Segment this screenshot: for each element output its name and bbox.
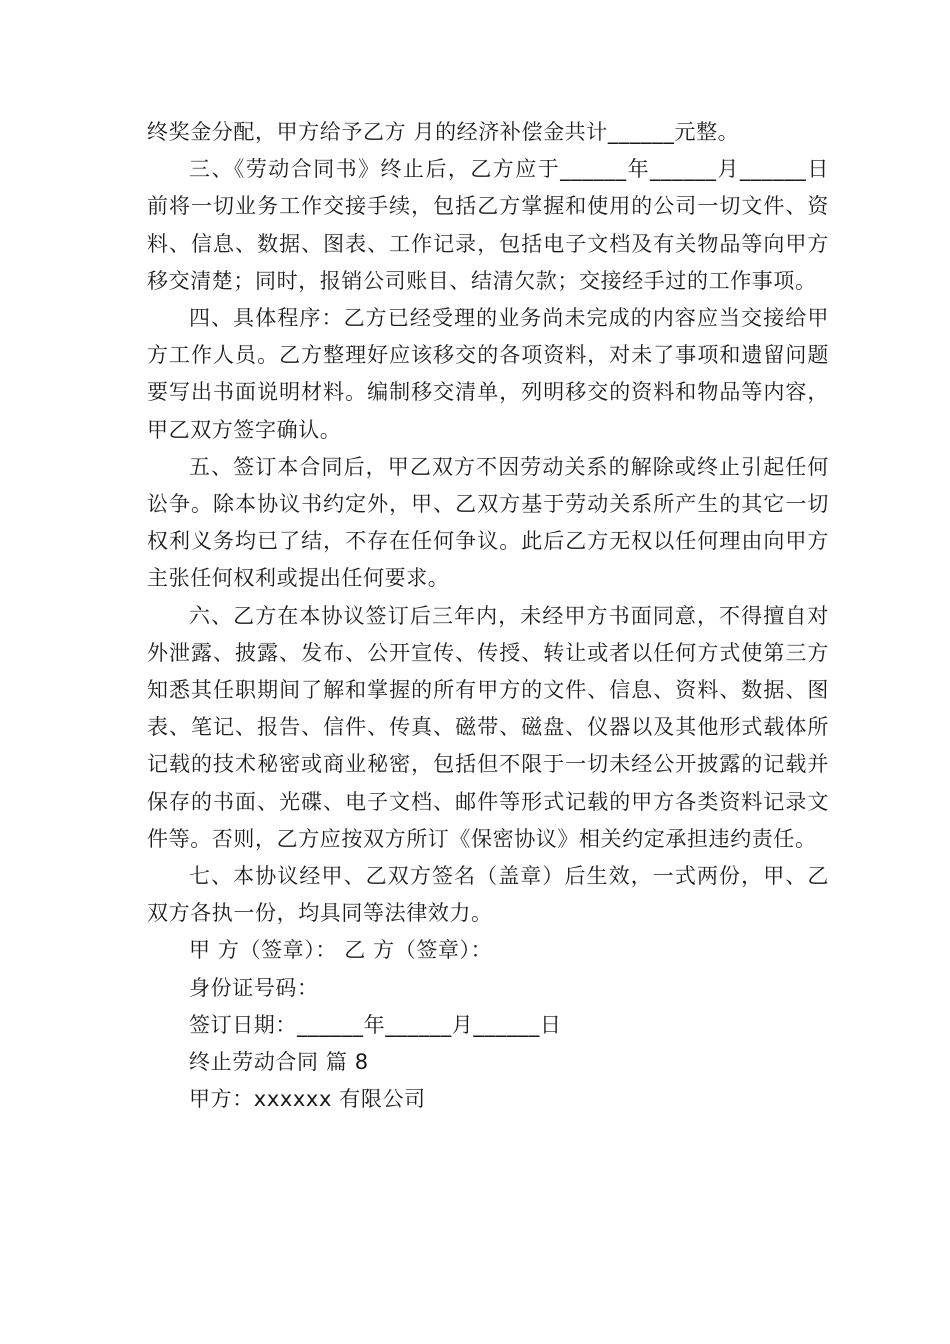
id-number-line: 身份证号码： bbox=[189, 975, 319, 1000]
party-a-line: 甲方：xxxxxx 有限公司 bbox=[189, 1087, 426, 1112]
paragraph-clause-7-effect: 七、本协议经甲、乙双方签名（盖章）后生效，一式两份，甲、乙双方各执一份，均具同等法律效力。 bbox=[147, 864, 829, 926]
paragraph-clause-4-procedure: 四、具体程序：乙方已经受理的业务尚未完成的内容应当交接给甲方工作人员。乙方整理好应该移交的各项资料，对未了事项和遗留问题要写出书面说明材料。编制移交清单，列明移交的资料和物品等内容，甲乙双方签字确认。 bbox=[147, 306, 829, 442]
paragraph-clause-6-confidentiality: 六、乙方在本协议签订后三年内，未经甲方书面同意，不得擅自对外泄露、披露、发布、公开宣传、传授、转让或者以任何方式使第三方知悉其任职期间了解和掌握的所有甲方的文件、信息、资料、数据、图表、笔记、报告、信件、传真、磁带、磁盘、仪器以及其他形式载体所记载的技术秘密或商业秘密，包括但不限于一切未经公开披露的记载并保存的书面、光碟、电子文档、邮件等形式记载的甲方各类资料记录文件等。否则，乙方应按双方所订《保密协议》相关约定承担违约责任。 bbox=[147, 603, 829, 851]
document-body bbox=[147, 114, 829, 1118]
paragraph-clause-3-handover: 三、《劳动合同书》终止后，乙方应于______年______月______日前将一切业务工作交接手续，包括乙方掌握和使用的公司一切文件、资料、信息、数据、图表、工作记录，包括电子文档及有关物品等向甲方移交清楚；同时，报销公司账目、结清欠款；交接经手过的工作事项。 bbox=[147, 157, 829, 293]
signature-parties-line: 甲 方（签章）： 乙 方（签章）： bbox=[189, 938, 493, 963]
signing-date-line: 签订日期：______年______月______日 bbox=[189, 1012, 562, 1037]
paragraph-clause-5-no-dispute: 五、签订本合同后，甲乙双方不因劳动关系的解除或终止引起任何讼争。除本协议书约定外，甲、乙双方基于劳动关系所产生的其它一切权利义务均已了结，不存在任何争议。此后乙方无权以任何理由向甲方主张任何权利或提出任何要求。 bbox=[147, 454, 829, 591]
paragraph-bonus-compensation: 终奖金分配，甲方给予乙方 月的经济补偿金共计______元整。 bbox=[147, 120, 740, 144]
section-heading: 终止劳动合同 篇 8 bbox=[189, 1050, 369, 1075]
